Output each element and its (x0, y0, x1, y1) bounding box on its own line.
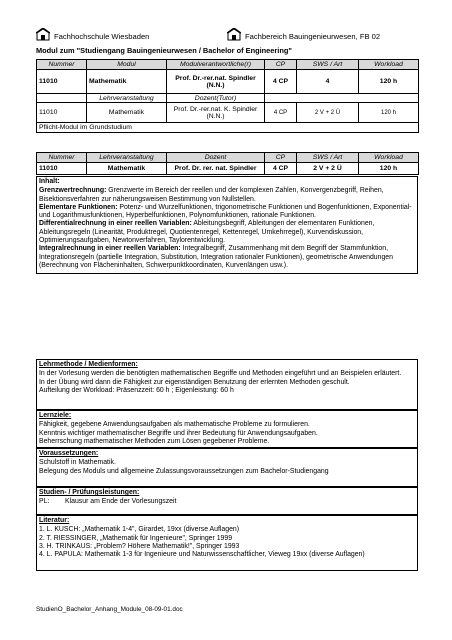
page-footer: StudienO_Bachelor_Anhang_Module_08-09-01.doc (36, 606, 183, 613)
section-voraussetzungen (36, 448, 418, 487)
table-row (37, 70, 419, 94)
section-body (39, 187, 415, 270)
course-lecturer: Prof. Dr.-rer.nat. K. Spindler (N.N.) (167, 103, 265, 123)
module-name: Mathematik (87, 70, 167, 94)
para-text: Grenzwerte im Bereich der reellen und der komplexen Zahlen, Konvergenzbegriff, Reihen, Bisektionsverfahren zur näherungsweisen Bestimmung von Nullstellen. (39, 187, 384, 203)
table-header-row (37, 153, 419, 163)
course-workload: 120 h (359, 103, 419, 123)
table-subheader-row (37, 94, 419, 103)
section-body (39, 526, 415, 559)
section-body (39, 421, 415, 446)
course-name: Mathematik (87, 163, 167, 175)
text-line: Aufteilung der Workload: Präsenzzeit: 60 h ; Eigenleistung: 60 h (39, 386, 234, 394)
table-row (37, 103, 419, 123)
para-text: Potenz- und Wurzelfunktionen, trigonometrische Funktionen und Bogenfunktionen, Exponential- und Logarithmusfunktionen, Hyperbelfunktionen, Polynomfunktionen, rationale Funktionen. (39, 203, 412, 220)
table-row (37, 123, 419, 133)
sub-header-dozent: Dozent(Tutor) (167, 94, 265, 103)
section-inhalt (36, 176, 418, 274)
list-item: 3. H. TRINKAUS: „Problem? Höhere Mathematik!", Springer 1993 (39, 542, 240, 550)
col-header: CP (265, 153, 297, 163)
col-header: Modul (87, 60, 167, 70)
header-right (227, 28, 380, 41)
section-body (39, 459, 415, 476)
module-cp: 4 CP (265, 70, 297, 94)
text-line: Beherrschung mathematischer Methoden zum Lösen gegebener Probleme. (39, 437, 270, 445)
section-title: Inhalt: (39, 178, 60, 185)
table-header-row (37, 60, 419, 70)
para-text: Ableitungsbegriff, Ableitungen der elementaren Funktionen, Ableitungsregeln (Linearität, Produktregel, Quotientenregel, Kettenregel, Umkehrregel), Kurvendiskussion, Optimierungsaufgaben, Newtonverfahren, Taylorentwicklung. (39, 220, 375, 245)
para-heading: Grenzwertrechnung: (39, 187, 107, 195)
institution-name: Fachhochschule Wiesbaden (54, 32, 150, 41)
header-left (36, 28, 149, 41)
course-sws: 2 V + 2 Ü (297, 163, 359, 175)
department-name: Fachbereich Bauingenieurwesen, FB 02 (245, 32, 381, 41)
exam-label: PL: (39, 498, 50, 506)
para-heading: Elementare Funktionen: (39, 203, 118, 211)
building-icon (36, 28, 50, 41)
section-pruefung (36, 487, 418, 515)
col-header: Lehrveranstaltung (87, 153, 167, 163)
module-note: Pflicht-Modul im Grundstudium (37, 123, 419, 133)
col-header: Nummer (37, 153, 87, 163)
section-literatur (36, 515, 418, 571)
section-body (39, 498, 415, 506)
para-text: Integralbegriff, Zusammenhang mit dem Begriff der Stammfunktion, Integrationsregeln (partielle Integration, Substitution, Integration rationaler Funktionen), geometrische Anwendungen (Berechnung von Flächeninhalten, Schwerpunktkoordinaten, Kurvenlängen usw.). (39, 245, 393, 269)
section-body (39, 370, 415, 395)
col-header: CP (265, 60, 297, 70)
text-line: Fähigkeit, gegebene Anwendungsaufgaben als mathematische Probleme zu formulieren. (39, 421, 310, 429)
text-line: Kenntnis wichtiger mathematischer Begriffe und ihrer Bedeutung für Anwendungsaufgaben. (39, 429, 318, 437)
col-header: SWS / Art (297, 60, 359, 70)
section-title: Literatur: (39, 517, 70, 524)
table-row (37, 163, 419, 175)
course-table (36, 152, 419, 175)
section-lernziele (36, 410, 418, 448)
col-header: Workload (359, 60, 419, 70)
course-cp: 4 CP (265, 163, 297, 175)
section-title: Voraussetzungen: (39, 450, 99, 457)
para-heading: Differentialrechnung in einer reellen Variablen: (39, 220, 192, 228)
col-header: Nummer (37, 60, 87, 70)
section-title: Lehrmethode / Medienformen: (39, 361, 138, 368)
module-table (36, 59, 419, 133)
module-sws: 4 (297, 70, 359, 94)
course-lecturer: Prof. Dr. rer. nat. Spindler (167, 163, 265, 175)
text-line: Schulstoff in Mathematik. (39, 459, 116, 467)
col-header: Modulverantwortliche(r) (167, 60, 265, 70)
sub-header-lehrveranstaltung: Lehrveranstaltung (87, 94, 167, 103)
section-title: Studien- / Prüfungsleistungen: (39, 489, 140, 496)
list-item: 2. T. RIESSINGER, „Mathematik für Ingenieure", Springer 1999 (39, 534, 233, 542)
course-number: 11010 (37, 103, 87, 123)
module-title: Modul zum "Studiengang Bauingenieurwesen / Bachelor of Engineering" (36, 46, 292, 55)
module-responsible: Prof. Dr.-rer.nat. Spindler (N.N.) (167, 70, 265, 94)
course-cp: 4 CP (265, 103, 297, 123)
para-heading: Integralrechnung in einer reellen Variablen: (39, 245, 181, 253)
text-line: In der Übung wird dann die Fähigkeit zur eigenständigen Benutzung der erlernten Methoden geschult. (39, 378, 350, 386)
list-item: 1. L. KUSCH: „Mathematik 1-4", Girardet, 19xx (diverse Auflagen) (39, 526, 240, 534)
course-sws: 2 V + 2 Ü (297, 103, 359, 123)
col-header: Dozent (167, 153, 265, 163)
page-header (36, 28, 418, 44)
course-number: 11010 (37, 163, 87, 175)
module-workload: 120 h (359, 70, 419, 94)
course-name: Mathematik (87, 103, 167, 123)
text-line: In der Vorlesung werden die benötigten mathematischen Begriffe und Methoden eingeführt und an Beispielen erläutert. (39, 370, 402, 378)
section-lehrmethode (36, 359, 418, 410)
col-header: Workload (359, 153, 419, 163)
module-number: 11010 (37, 70, 87, 94)
text-line: Belegung des Moduls und allgemeine Zulassungsvoraussetzungen zum Bachelor-Studiengang (39, 467, 329, 475)
building-icon (227, 28, 241, 41)
exam-text: Klausur am Ende der Vorlesungszeit (65, 498, 177, 506)
course-workload: 120 h (359, 163, 419, 175)
section-title: Lernziele: (39, 412, 72, 419)
list-item: 4. L. PAPULA: Mathematik 1-3 für Ingenieure und Naturwissenschaftlicher, Vieweg 19xx (diverse Auflagen) (39, 551, 365, 559)
col-header: SWS / Art (297, 153, 359, 163)
